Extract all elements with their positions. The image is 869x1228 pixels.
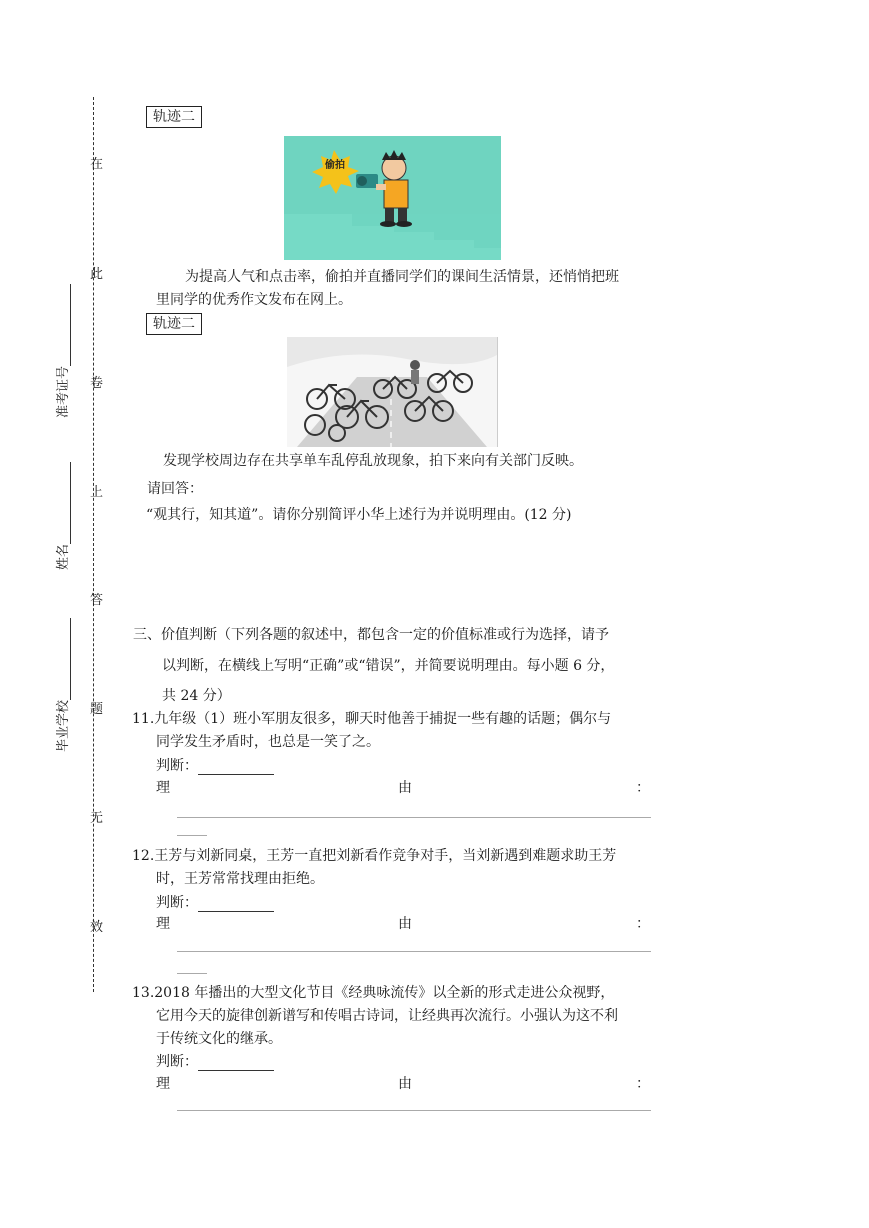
- answer-line[interactable]: [177, 817, 651, 818]
- name-field[interactable]: [52, 462, 71, 570]
- exam-id-field[interactable]: [52, 284, 71, 418]
- reason-colon: ：: [636, 780, 650, 796]
- question-text: “观其行，知其道”。请你分别简评小华上述行为并说明理由。(12 分): [146, 507, 572, 523]
- question-13-line1: 13.2018 年播出的大型文化节目《经典咏流传》以全新的形式走进公众视野，: [132, 985, 615, 1001]
- margin-char: 答: [90, 593, 104, 608]
- binding-dashed-line: [93, 97, 94, 992]
- school-field[interactable]: [52, 618, 71, 752]
- school-underline: [58, 618, 71, 700]
- secret-filming-image: [284, 136, 501, 260]
- question-11-line2: 同学发生矛盾时，也总是一笑了之。: [156, 734, 380, 750]
- judge-blank[interactable]: [198, 762, 274, 775]
- track-a-description-line1: 为提高人气和点击率，偷拍并直播同学们的课间生活情景，还悄悄把班: [185, 269, 619, 285]
- margin-char: 效: [90, 920, 104, 935]
- margin-char: 无: [90, 811, 104, 826]
- margin-char: 题: [90, 702, 104, 717]
- track-a-label: 轨迹二: [146, 106, 202, 128]
- section3-heading-line1: 三、价值判断（下列各题的叙述中，都包含一定的价值标准或行为选择，请予: [133, 627, 609, 643]
- question-13-judge: [156, 1053, 274, 1071]
- secret-filming-illustration: [284, 136, 501, 260]
- question-11-line1: 11.九年级（1）班小军朋友很多，聊天时他善于捕捉一些有趣的话题；偶尔与: [132, 711, 612, 727]
- exam-id-underline: [58, 284, 71, 366]
- shared-bikes-image: [287, 337, 498, 447]
- section3-heading-line3: 共 24 分）: [162, 688, 231, 704]
- question-11-judge: [156, 757, 274, 775]
- judge-label: 判断：: [156, 895, 198, 911]
- margin-char: 上: [90, 485, 104, 500]
- question-12-line1: 12.王芳与刘新同桌，王芳一直把刘新看作竞争对手，当刘新遇到难题求助王芳: [132, 848, 617, 864]
- name-label: 姓名: [56, 543, 71, 570]
- badge-text: 偷拍: [325, 160, 345, 171]
- judge-label: 判断：: [156, 1054, 198, 1070]
- question-13-line2: 它用今天的旋律创新谱写和传唱古诗词，让经典再次流行。小强认为这不利: [156, 1008, 618, 1024]
- answer-line-stub: [177, 973, 207, 974]
- exam-id-label: 准考证号: [56, 365, 71, 418]
- answer-line[interactable]: [177, 1110, 651, 1111]
- shared-bikes-illustration: [287, 337, 497, 447]
- judge-blank[interactable]: [198, 899, 274, 912]
- reason-li: 理: [156, 916, 170, 932]
- reason-colon: ：: [636, 916, 650, 932]
- judge-label: 判断：: [156, 758, 198, 774]
- margin-char: 卷: [90, 376, 104, 391]
- track-b-description: 发现学校周边存在共享单车乱停乱放现象，拍下来向有关部门反映。: [163, 453, 583, 469]
- reason-you: 由: [398, 1076, 412, 1092]
- question-12-line2: 时，王芳常常找理由拒绝。: [156, 871, 324, 887]
- school-label: 毕业学校: [56, 699, 71, 752]
- section3-heading-line2: 以判断，在横线上写明“正确”或“错误”，并简要说明理由。每小题 6 分，: [162, 658, 615, 674]
- reason-li: 理: [156, 1076, 170, 1092]
- margin-char: 此: [90, 267, 104, 282]
- question-12-judge: [156, 894, 274, 912]
- name-underline: [58, 462, 71, 544]
- answer-line[interactable]: [177, 951, 651, 952]
- reason-you: 由: [398, 916, 412, 932]
- question-ask: 请回答：: [147, 481, 203, 497]
- answer-line-stub: [177, 835, 207, 836]
- reason-you: 由: [398, 780, 412, 796]
- reason-colon: ：: [636, 1076, 650, 1092]
- track-a-description-line2: 里同学的优秀作文发布在网上。: [156, 292, 352, 308]
- track-b-label: 轨迹二: [146, 313, 202, 335]
- reason-li: 理: [156, 780, 170, 796]
- question-13-line3: 于传统文化的继承。: [156, 1031, 282, 1047]
- judge-blank[interactable]: [198, 1058, 274, 1071]
- margin-char: 在: [90, 157, 104, 172]
